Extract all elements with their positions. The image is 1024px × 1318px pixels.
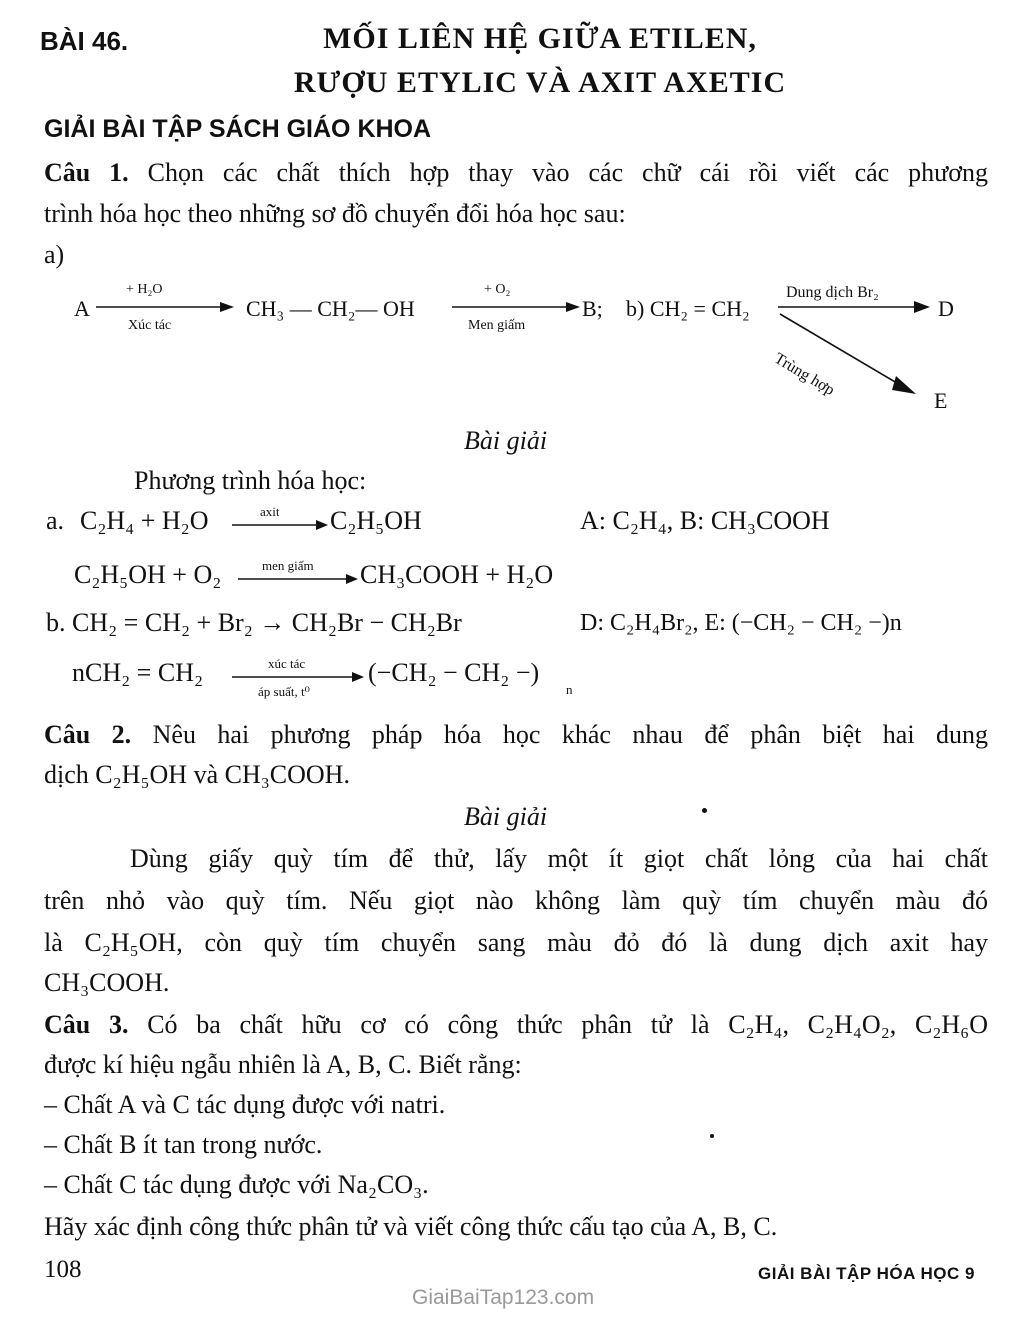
q1-solution-intro: Phương trình hóa học: <box>134 466 367 495</box>
lesson-number: BÀI 46. <box>40 26 129 56</box>
q3-label: Câu 3. <box>44 1010 129 1039</box>
page-number: 108 <box>44 1256 82 1283</box>
q3-text-line-2: được kí hiệu ngẫu nhiên là A, B, C. Biết rằng: <box>44 1050 522 1079</box>
q3-bullet-2: – Chất B ít tan trong nước. <box>44 1130 323 1159</box>
diagram-B: B; <box>582 296 603 321</box>
arrow2-top-label: + O₂ <box>484 282 511 297</box>
speck-mark <box>702 808 707 813</box>
arrow1 <box>96 300 234 314</box>
eq4-right: (−CH₂ − CH₂ −) <box>368 658 540 687</box>
q2-answer-line-1: Dùng giấy quỳ tím để thử, lấy một ít giọt chất lỏng của hai chất <box>130 844 988 873</box>
arrow1-bottom-label: Xúc tác <box>128 318 172 333</box>
eq1-arrow <box>232 519 328 531</box>
speck-mark-2 <box>710 1134 714 1138</box>
eq1-left: C₂H₄ + H₂O <box>80 506 209 535</box>
page-title-line-2: RƯỢU ETYLIC VÀ AXIT AXETIC <box>293 66 787 99</box>
q2-solution-title: Bài giải <box>464 802 548 831</box>
q1-part-a: a) <box>44 240 65 269</box>
equation-4 <box>72 658 592 704</box>
eq1-condition: axit <box>260 504 280 519</box>
equation-1 <box>46 506 566 542</box>
q3-text-line-1 <box>44 1010 988 1040</box>
q2-line-1: Nêu hai phương pháp hóa học khác nhau để phân biệt hai dung <box>152 720 988 749</box>
q2-answer-line-3: là C₂H₅OH, còn quỳ tím chuyển sang màu đỏ đó là dung dịch axit hay <box>44 928 988 957</box>
diagram-part-b: b) CH₂ = CH₂ <box>626 296 750 321</box>
q1-label: Câu 1. <box>44 158 129 187</box>
section-title: GIẢI BÀI TẬP SÁCH GIÁO KHOA <box>44 115 432 143</box>
q2-answer-line-2: trên nhỏ vào quỳ tím. Nếu giọt nào không làm quỳ tím chuyển màu đó <box>44 886 988 915</box>
q2-answer-line-4: CH₃COOH. <box>44 968 170 997</box>
q3-text-line-3: Hãy xác định công thức phân tử và viết công thức cấu tạo của A, B, C. <box>44 1212 778 1241</box>
arrow3-top-label: Dung dịch Br₂ <box>786 284 879 301</box>
arrow4 <box>778 312 918 396</box>
eq-a-label: a. <box>46 506 65 535</box>
q1-solution-title: Bài giải <box>464 426 548 455</box>
eq4-arrow <box>232 671 364 683</box>
eq4-left: nCH₂ = CH₂ <box>72 658 204 687</box>
diagram-A: A <box>74 296 90 321</box>
equation-3: b. CH₂ = CH₂ + Br₂ → CH₂Br − CH₂Br <box>46 608 462 637</box>
diagram-ethanol: CH₃ — CH₂— OH <box>246 296 415 321</box>
answer-b: D: C₂H₄Br₂, E: (−CH₂ − CH₂ −)n <box>580 610 902 636</box>
eq1-right: C₂H₅OH <box>330 506 422 535</box>
eq2-right: CH₃COOH + H₂O <box>360 560 554 589</box>
q1-text-line-1 <box>44 158 988 188</box>
diagram-E: E <box>934 388 948 413</box>
eq4-condition-top: xúc tác <box>268 656 306 671</box>
q3-line-1: Có ba chất hữu cơ có công thức phân tử là C₂H₄, C₂H₄O₂, C₂H₆O <box>147 1010 988 1039</box>
arrow1-top-label: + H₂O <box>126 282 163 297</box>
arrow2-bottom-label: Men giấm <box>468 318 526 333</box>
arrow4-label: Trùng hợp <box>771 350 838 400</box>
book-title: GIẢI BÀI TẬP HÓA HỌC 9 <box>758 1264 975 1283</box>
q2-text-line-2: dịch C₂H₅OH và CH₃COOH. <box>44 760 350 789</box>
page-title-line-1: MỐI LIÊN HỆ GIỮA ETILEN, <box>323 22 757 55</box>
q3-bullet-1: – Chất A và C tác dụng được với natri. <box>44 1090 446 1119</box>
reaction-diagram <box>0 278 1024 418</box>
arrow2 <box>452 300 580 314</box>
q2-label: Câu 2. <box>44 720 132 749</box>
q1-line-1: Chọn các chất thích hợp thay vào các chữ cái rồi viết các phương <box>147 158 988 187</box>
equation-2 <box>74 560 594 596</box>
eq2-condition: men giấm <box>262 558 314 573</box>
answer-a: A: C₂H₄, B: CH₃COOH <box>580 506 830 535</box>
watermark: GiaiBaiTap123.com <box>412 1286 595 1309</box>
eq2-left: C₂H₅OH + O₂ <box>74 560 222 589</box>
q3-bullet-3: – Chất C tác dụng được với Na₂CO₃. <box>44 1170 429 1199</box>
q2-text-line-1 <box>44 720 988 750</box>
eq4-condition-bottom: áp suất, t⁰ <box>258 684 310 699</box>
eq2-arrow <box>238 573 358 585</box>
diagram-D: D <box>938 296 954 321</box>
q1-text-line-2: trình hóa học theo những sơ đồ chuyển đổi hóa học sau: <box>44 199 626 228</box>
eq4-subscript: n <box>566 682 573 697</box>
